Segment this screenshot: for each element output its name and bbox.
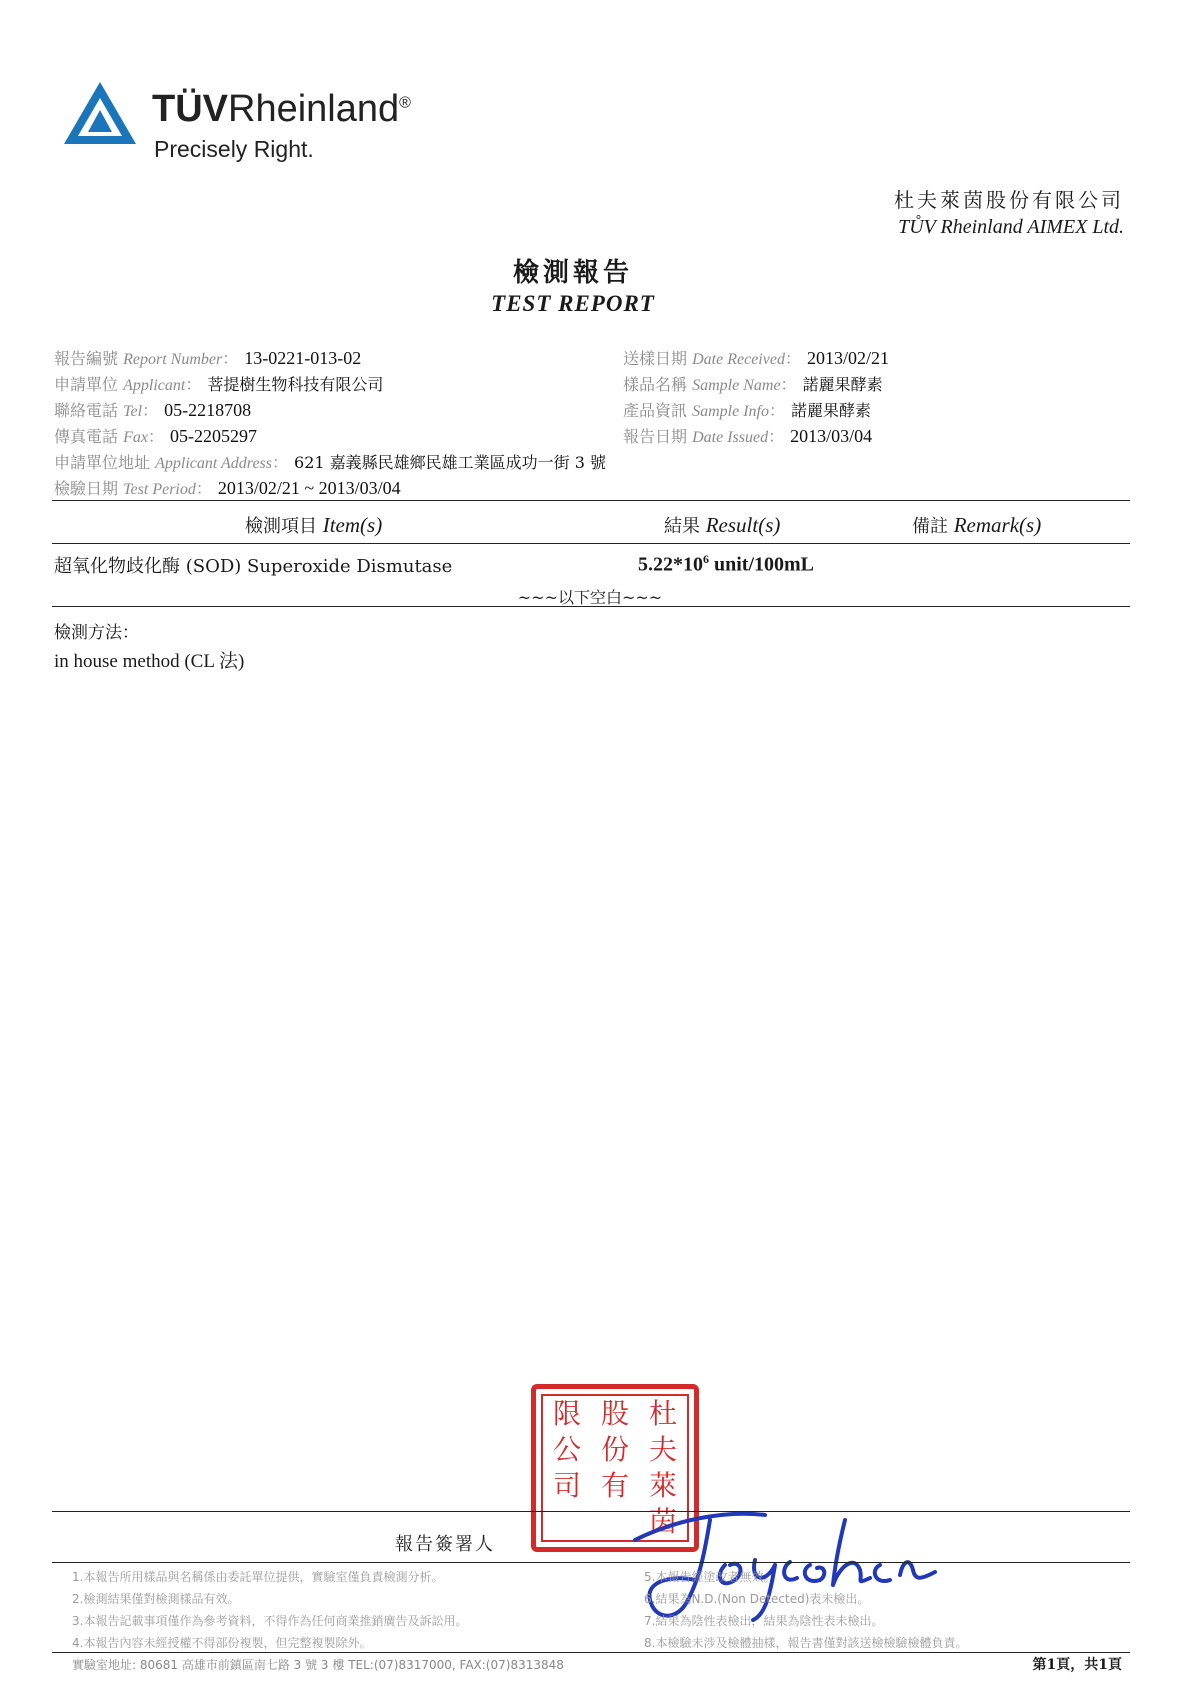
- label-zh: 申請單位: [54, 375, 119, 394]
- label-en: Test Period: [123, 481, 196, 498]
- note-item: 3.本報告記載事項僅作為參考資料，不得作為任何商業推銷廣告及訴訟用。: [72, 1614, 468, 1628]
- company-name-zh: 杜夫萊茵股份有限公司: [894, 188, 1124, 212]
- applicant-value: 菩提樹生物科技有限公司: [207, 375, 384, 394]
- label-zh: 送樣日期: [623, 349, 688, 368]
- applicant-address-value: 621 嘉義縣民雄鄉民雄工業區成功一街 3 號: [294, 453, 606, 472]
- row-item: 超氧化物歧化酶 (SOD) Superoxide Dismutase: [54, 556, 453, 577]
- header-item-en: Item(s): [322, 513, 383, 537]
- header-item-zh: 檢測項目: [245, 516, 317, 537]
- date-received-value: 2013/02/21: [806, 348, 889, 368]
- row-result: [638, 552, 814, 577]
- handwritten-signature: [615, 1480, 955, 1630]
- table-header-rule: [52, 543, 1130, 544]
- table-header-remark: [912, 512, 1041, 538]
- signature-label: 報告簽署人: [395, 1534, 495, 1555]
- table-bottom-rule: [52, 606, 1130, 607]
- info-sample-info: 產品資訊 Sample Info： 諾麗果酵素: [623, 398, 871, 421]
- label-en: Tel: [123, 403, 143, 420]
- header-remark-zh: 備註: [912, 516, 948, 537]
- signature-rule: [52, 1511, 1130, 1512]
- label-en: Report Number: [123, 351, 223, 368]
- seal-char: 萊: [648, 1469, 677, 1502]
- sample-info-value: 諾麗果酵素: [791, 401, 872, 420]
- seal-char: 有: [600, 1469, 629, 1502]
- table-end-marker: ~~~以下空白~~~: [517, 588, 663, 607]
- label-zh: 樣品名稱: [623, 375, 688, 394]
- header-remark-en: Remark(s): [953, 513, 1042, 537]
- info-applicant-address: 申請單位地址 Applicant Address： 621 嘉義縣民雄鄉民雄工業區成功一街 3 號: [54, 450, 606, 473]
- note-item: 8.本檢驗未涉及檢體抽樣，報告書僅對該送檢檢驗檢體負責。: [644, 1636, 968, 1650]
- label-en: Applicant Address: [155, 455, 272, 472]
- seal-char: [543, 1504, 591, 1540]
- info-sample-name: 樣品名稱 Sample Name： 諾麗果酵素: [623, 372, 883, 395]
- label-en: Date Issued: [692, 429, 769, 446]
- method-value: in house method (CL 法): [54, 651, 245, 672]
- page-number: 第1頁，共1頁: [1032, 1657, 1122, 1673]
- label-zh: 報告日期: [623, 427, 688, 446]
- report-title-en: TEST REPORT: [491, 291, 655, 316]
- brand-name-bold: TÜV: [152, 88, 228, 130]
- label-zh: 產品資訊: [623, 401, 688, 420]
- info-fax: 傳真電話 Fax： 05-2205297: [54, 426, 257, 446]
- note-item: 2.檢測結果僅對檢測樣品有效。: [72, 1592, 240, 1606]
- label-zh: 傳真電話: [54, 427, 119, 446]
- table-header-result: [664, 512, 780, 538]
- seal-char: 份: [600, 1433, 629, 1466]
- note-item: 5.本報告經塗改者無效。: [644, 1570, 776, 1584]
- label-en: Date Received: [692, 351, 785, 368]
- sample-name-value: 諾麗果酵素: [802, 375, 883, 394]
- seal-char: 夫: [648, 1433, 677, 1466]
- seal-char: 限: [552, 1397, 581, 1430]
- date-issued-value: 2013/03/04: [790, 426, 873, 446]
- info-applicant: 申請單位 Applicant： 菩提樹生物科技有限公司: [54, 372, 383, 395]
- table-header-item: [245, 512, 382, 538]
- brand-name-rest: Rheinland: [228, 88, 400, 130]
- label-en: Sample Name: [692, 377, 781, 394]
- note-item: 6.結果為N.D.(Non Detected)表未檢出。: [644, 1592, 870, 1606]
- result-base: 5.22*10: [638, 553, 703, 576]
- report-number-value: 13-0221-013-02: [244, 348, 362, 368]
- info-date-received: 送樣日期 Date Received： 2013/02/21: [623, 348, 889, 368]
- header-result-en: Result(s): [705, 513, 781, 537]
- tuv-triangle-icon: [62, 80, 138, 146]
- note-item: 4.本報告內容未經授權不得部份複製，但完整複製除外。: [72, 1636, 372, 1650]
- table-row: [54, 550, 1124, 580]
- note-item: 7.結果為陰性表檢出，結果為陰性表未檢出。: [644, 1614, 884, 1628]
- label-zh: 申請單位地址: [54, 453, 151, 472]
- label-en: Fax: [123, 429, 148, 446]
- seal-char: 股: [600, 1397, 629, 1430]
- seal-char: 司: [552, 1469, 581, 1502]
- seal-char: 杜: [648, 1397, 677, 1430]
- tel-value: 05-2218708: [164, 400, 252, 420]
- label-zh: 檢驗日期: [54, 479, 119, 498]
- registered-mark: ®: [399, 94, 411, 112]
- info-report-number: 報告編號 Report Number： 13-0221-013-02: [54, 348, 362, 368]
- tuv-logo: [62, 78, 422, 178]
- label-en: Applicant: [123, 377, 186, 394]
- test-period-value: 2013/02/21 ~ 2013/03/04: [217, 478, 401, 498]
- header-result-zh: 結果: [664, 516, 700, 537]
- seal-char: 公: [552, 1433, 581, 1466]
- result-unit: unit/100mL: [709, 553, 815, 576]
- report-title-zh: 檢測報告: [512, 258, 633, 288]
- label-zh: 聯絡電話: [54, 401, 119, 420]
- label-en: Sample Info: [692, 403, 769, 420]
- method-label: 檢測方法：: [54, 623, 139, 643]
- fax-value: 05-2205297: [170, 426, 257, 446]
- seal-char: 茵: [648, 1505, 677, 1538]
- brand-tagline: Precisely Right.: [154, 136, 314, 162]
- footer-rule: [52, 1652, 1130, 1653]
- note-item: 1.本報告所用樣品與名稱係由委託單位提供，實驗室僅負責檢測分析。: [72, 1570, 444, 1584]
- table-top-rule: [52, 500, 1130, 501]
- company-name-en: TŮV Rheinland AIMEX Ltd.: [898, 216, 1124, 238]
- notes-rule: [52, 1562, 1130, 1563]
- info-tel: 聯絡電話 Tel： 05-2218708: [54, 400, 252, 420]
- info-date-issued: 報告日期 Date Issued： 2013/03/04: [623, 426, 873, 446]
- lab-address: 實驗室地址: 80681 高雄市前鎮區南七路 3 號 3 樓 TEL:(07)8317000, FAX:(07)8313848: [72, 1658, 564, 1672]
- label-zh: 報告編號: [54, 349, 119, 368]
- result-exponent: 6: [703, 552, 709, 566]
- info-test-period: 檢驗日期 Test Period： 2013/02/21 ~ 2013/03/04: [54, 478, 401, 498]
